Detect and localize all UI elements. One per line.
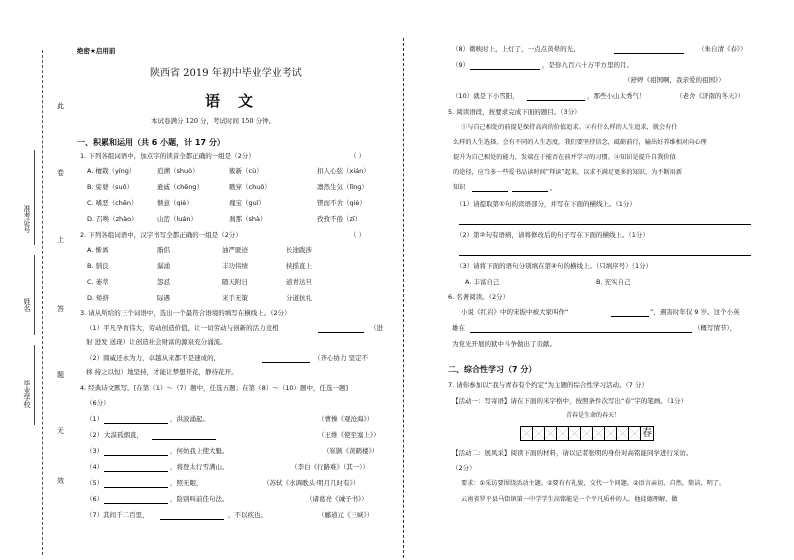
section-heading: 一、积累和运用（共 6 小题，计 17 分） <box>77 138 225 147</box>
page-divider <box>403 38 404 558</box>
q4-item-text: ，何妨我上使大魁。 <box>170 447 229 455</box>
q5-passage-blank[interactable] <box>512 191 548 192</box>
q5-stem: 5. 阅读语段，按要求完成下面的题目。（3分） <box>448 108 581 116</box>
q4-stem: 4. 经典诗文默写。[在第（1）～（7）题中，任选五题；在第（8）～（10）题中，任选一题] <box>80 384 349 392</box>
q4-item-source: （崔颢《黄鹤楼》） <box>323 447 379 455</box>
q5-passage-line: 知识 <box>453 184 466 191</box>
q4-item-text: ，将登太行雪满山。 <box>170 463 229 471</box>
grid-cell[interactable] <box>617 427 629 440</box>
grid-cell[interactable] <box>533 427 545 440</box>
exam-note: 本试卷满分 120 分，考试时间 150 分钟。 <box>151 117 276 125</box>
q5-passage-line: 提升为自己相处的能力，发端在于能否在前并学习的习惯。④知识是提升自我价值 <box>453 154 676 161</box>
option: 挟摇直上 <box>286 262 312 270</box>
grid-cell[interactable] <box>545 427 557 440</box>
margin-mark: 卷 <box>57 169 64 177</box>
q5-option-b: B. 充实自己 <box>596 278 631 286</box>
q4-answer-blank[interactable] <box>470 69 540 70</box>
q4-item-text: ，那些小山太秀气！ <box>587 92 646 100</box>
q4-answer-blank[interactable] <box>104 487 168 488</box>
option: 道青达旦 <box>286 278 312 286</box>
q4-answer-blank[interactable] <box>104 471 168 472</box>
option: 追溯（shuò） <box>157 167 199 175</box>
q1-answer-paren[interactable]: （ ） <box>350 152 366 160</box>
option: 长途跋涉 <box>286 246 312 254</box>
q4-item-number: （4） <box>86 463 104 471</box>
q4-item-text: ，洪波涌起。 <box>170 415 209 423</box>
motto-text: 青春是生命的春天！ <box>566 412 621 419</box>
q4-item-text: （7）其间千二百里， <box>86 511 149 519</box>
q5-passage-end: 。 <box>550 184 557 192</box>
q4-item-number: （2） <box>86 431 104 439</box>
margin-mark: 答 <box>57 305 64 313</box>
q5-passage-line: 么样的人生选择，会有不同的人生态度。我们要坚持信念，砥砺前行，输出好养维相对向心理 <box>453 139 707 146</box>
q4-item-source: （李白《行路难》（其一）） <box>291 463 369 471</box>
q5-passage-blank[interactable] <box>472 191 508 192</box>
activity-2: 【活动二：展风采】阅读下面的材料，请以记者张明的身份对高铭能同学进行采访。 <box>452 449 693 457</box>
q5-passage-line: ①与自己相处的前提是保持高尚的价值追求。②有什么样的人生追求，就会有什 <box>461 124 678 131</box>
q4-item-text: ，不以疾也。 <box>228 511 267 519</box>
exam-number-label: 准考证号 <box>23 205 31 233</box>
q5-sub2: （2）第②句有语病，请将修改后的句子写在下面的横线上。（1分） <box>456 231 649 239</box>
q4-item-number: （9） <box>452 61 470 69</box>
q6-blank-1[interactable] <box>611 316 649 317</box>
option: 刹那（shà） <box>229 215 267 223</box>
grid-cell-complete <box>641 427 653 440</box>
grid-cell[interactable] <box>629 427 641 440</box>
q6-stem: 6. 名著阅读。（2分） <box>448 293 510 301</box>
option[interactable]: A. 檀栽（yíng） <box>87 167 136 175</box>
q6-blank-2[interactable] <box>470 332 692 333</box>
margin-mark: 此 <box>57 102 64 110</box>
q4-answer-blank[interactable] <box>104 455 168 456</box>
q5-sub1: （1）请提取第①句的宾语部分，并写在下面的横线上。（1分） <box>456 200 636 208</box>
q5-sub3: （3）请将下面的语句分别填在第④句的横线上。（只填序号）（1分） <box>456 262 653 270</box>
grid-cell[interactable] <box>521 427 533 440</box>
option[interactable]: C. 嗜恶（chēn） <box>87 199 138 207</box>
q1-stem: 1. 下列各组词语中，加点字的读音全都正确的一组是（2分） <box>80 152 255 160</box>
option[interactable]: A. 惭离 <box>87 246 109 254</box>
q3-blank-1[interactable] <box>318 332 364 333</box>
q4-item-source: （诸葛亮《诫子书》） <box>306 495 368 503</box>
q6-line-2: 雄在 <box>452 324 465 332</box>
option: 怨怼 <box>157 278 170 286</box>
q2-stem: 2. 下列各组词语中，汉字书写全都正确的一组是（2分） <box>80 231 242 239</box>
option[interactable]: C. 萎萃 <box>87 278 109 286</box>
grid-cell[interactable] <box>581 427 593 440</box>
activity-2-requirement: 要求：①采访要围绕活动主题。②要有有礼貌，交代一个问题。②语言亲切、自然，简洁，明了。 <box>461 480 726 487</box>
q4-item-number: （3） <box>86 447 104 455</box>
q3-sentence-1: （1）平凡孕育伟大，劳动创造价值，让一切劳动与创新的活力竞相 <box>86 324 279 332</box>
option: 簇新（cù） <box>229 167 263 175</box>
grid-cell[interactable] <box>593 427 605 440</box>
q3-stem: 3. 请从所给的三个词语中，选出一个最符合语境的填写在横线上。（2分） <box>80 309 291 317</box>
q3-blank-2[interactable] <box>262 362 310 363</box>
school-field[interactable] <box>34 345 35 425</box>
secret-label: 绝密★启用前 <box>77 47 116 55</box>
option: 戳穿（chuō） <box>229 183 271 191</box>
q3-sentence-2: （2）圆威还永为力，卓越从来都不是速成的， <box>86 354 221 362</box>
activity-1: 【活动一：写寄语】请在下面的米字格中，按照条件次写出“春”字的笔画。（1分） <box>452 397 688 405</box>
q6-line-2-cont: （概写情节）， <box>694 324 737 332</box>
margin-mark: 题 <box>57 371 64 379</box>
q5-answer-line-1[interactable] <box>459 224 751 225</box>
grid-cell[interactable] <box>569 427 581 440</box>
q4-item-source: （王维《使至塞上》） <box>318 431 380 439</box>
option: 脂侣 <box>157 246 170 254</box>
q3-sentence-2-options: （齐心协力 坚定不 <box>314 354 369 362</box>
q4-answer-blank[interactable] <box>152 439 216 440</box>
q4-answer-blank[interactable] <box>104 503 168 504</box>
q4-item-source: （郦道元《三峡》） <box>318 511 374 519</box>
option: 潺涌 <box>157 262 170 270</box>
q4-item-source: （朱自清《春》） <box>698 45 747 53</box>
q4-item-text: ，是你九百六十万平方里的月。 <box>542 61 633 69</box>
grid-cell[interactable] <box>557 427 569 440</box>
option: 惬意（qiè） <box>157 199 193 207</box>
option[interactable]: B. 娑婆（suō） <box>87 183 134 191</box>
q4-item-source: （舒婷《祖国啊，我亲爱的祖国》） <box>624 76 725 84</box>
option: 油严匿迹 <box>222 246 248 254</box>
q4-item-text: ，险别叫前佳句法。 <box>170 495 229 503</box>
activity-2-score: （2分） <box>452 464 476 472</box>
option: 山峦（luán） <box>157 215 198 223</box>
option[interactable]: D. 矫挤 <box>87 294 110 302</box>
q4-item-source: （曹操《观沧海》） <box>318 415 374 423</box>
q5-passage-line: 的途径，应当多一些爱书品读时间“拜读”起来，以求不满足更多的知识，为不断用新 <box>453 169 683 176</box>
exam-title: 陕西省 2019 年初中毕业学业考试 <box>150 68 302 79</box>
q4-item-number: （5） <box>86 479 104 487</box>
q3-sentence-1-cont: 射 进发 送现）让创造社会财富的源泉充分涌流。 <box>86 338 227 346</box>
q6-line-1: 小说《红岩》中的宋振中被大家叫作“ <box>461 308 569 316</box>
school-label: 毕业学校 <box>23 380 31 408</box>
q3-sentence-1-options: （进 <box>370 324 383 332</box>
option: 瑰宝（guī） <box>229 199 266 207</box>
q4-item-text: 大漠孤烟直， <box>104 431 143 439</box>
option: 逊戚（chēng） <box>157 183 203 191</box>
q4-item-text: ，照无眠， <box>170 479 203 487</box>
exam-number-field[interactable] <box>34 150 35 245</box>
margin-mark: 效 <box>57 477 64 485</box>
q7-stem: 7. 请你参加以“我与青春有个约定”为主题的综合性学习活动。（7 分） <box>448 381 648 389</box>
q3-sentence-2-cont: 移 持之以恒）地坚持，才能让梦想开花，静待花开。 <box>86 368 238 376</box>
binding-line <box>42 50 43 555</box>
subject-title: 语文 <box>205 92 272 110</box>
q4-item-source: （老舍《济南的冬天》） <box>676 92 745 100</box>
margin-mark: 上 <box>57 236 64 244</box>
option: 分道抗礼 <box>286 294 312 302</box>
option: 凛然生気（lǐng） <box>317 183 368 191</box>
name-field[interactable] <box>34 255 35 335</box>
option: 扣人心弦（xián） <box>317 167 370 175</box>
option: 际遇 <box>157 294 170 302</box>
option: 随天附日 <box>222 278 248 286</box>
option: 丰功伟绩 <box>222 262 248 270</box>
option: 孜孜不倦（zī） <box>317 215 362 223</box>
option: 锲而不舍（qiè） <box>317 199 366 207</box>
q6-line-1-cont: ”，遇害时年仅 9 岁。这个小英 <box>650 308 740 316</box>
grid-character: 春 <box>642 428 652 439</box>
q4-item-number: （6） <box>86 495 104 503</box>
q4-answer-blank[interactable] <box>614 53 684 54</box>
option: 来手无策 <box>222 294 248 302</box>
q6-line-3: 为党光开展的狱中斗争做出了贡献。 <box>452 340 556 348</box>
q5-option-a: A. 丰富自己 <box>465 278 500 286</box>
stroke-writing-grid[interactable] <box>520 426 654 441</box>
q4-item-number: （1） <box>86 415 104 423</box>
section-heading: 二、综合性学习（7 分） <box>448 365 537 374</box>
q4-item-8: （8）微映时上，上灯了，一点点黄晕的光， <box>452 45 580 53</box>
q5-answer-line-2[interactable] <box>459 255 751 256</box>
material-text: 云南省罗平县马街镇第一中学学生高铭能是一个平凡质朴的人。他徒德理解，做 <box>461 496 678 503</box>
q4-answer-blank[interactable] <box>527 100 585 101</box>
name-label: 姓名 <box>23 298 31 312</box>
option[interactable]: B. 驯良 <box>87 262 109 270</box>
q4-answer-blank[interactable] <box>160 519 224 520</box>
q4-answer-blank[interactable] <box>104 423 168 424</box>
q2-answer-paren[interactable]: （ ） <box>350 231 366 239</box>
option[interactable]: D. 召唤（zhào） <box>87 215 138 223</box>
q4-item-10: （10）就是下小雪阳， <box>452 92 519 100</box>
grid-cell[interactable] <box>605 427 617 440</box>
q4-stem-score: （6分） <box>86 399 110 407</box>
q4-item-source: （苏轼《水调歌头·明月几时有》） <box>263 479 360 487</box>
margin-mark: 无 <box>57 427 64 435</box>
